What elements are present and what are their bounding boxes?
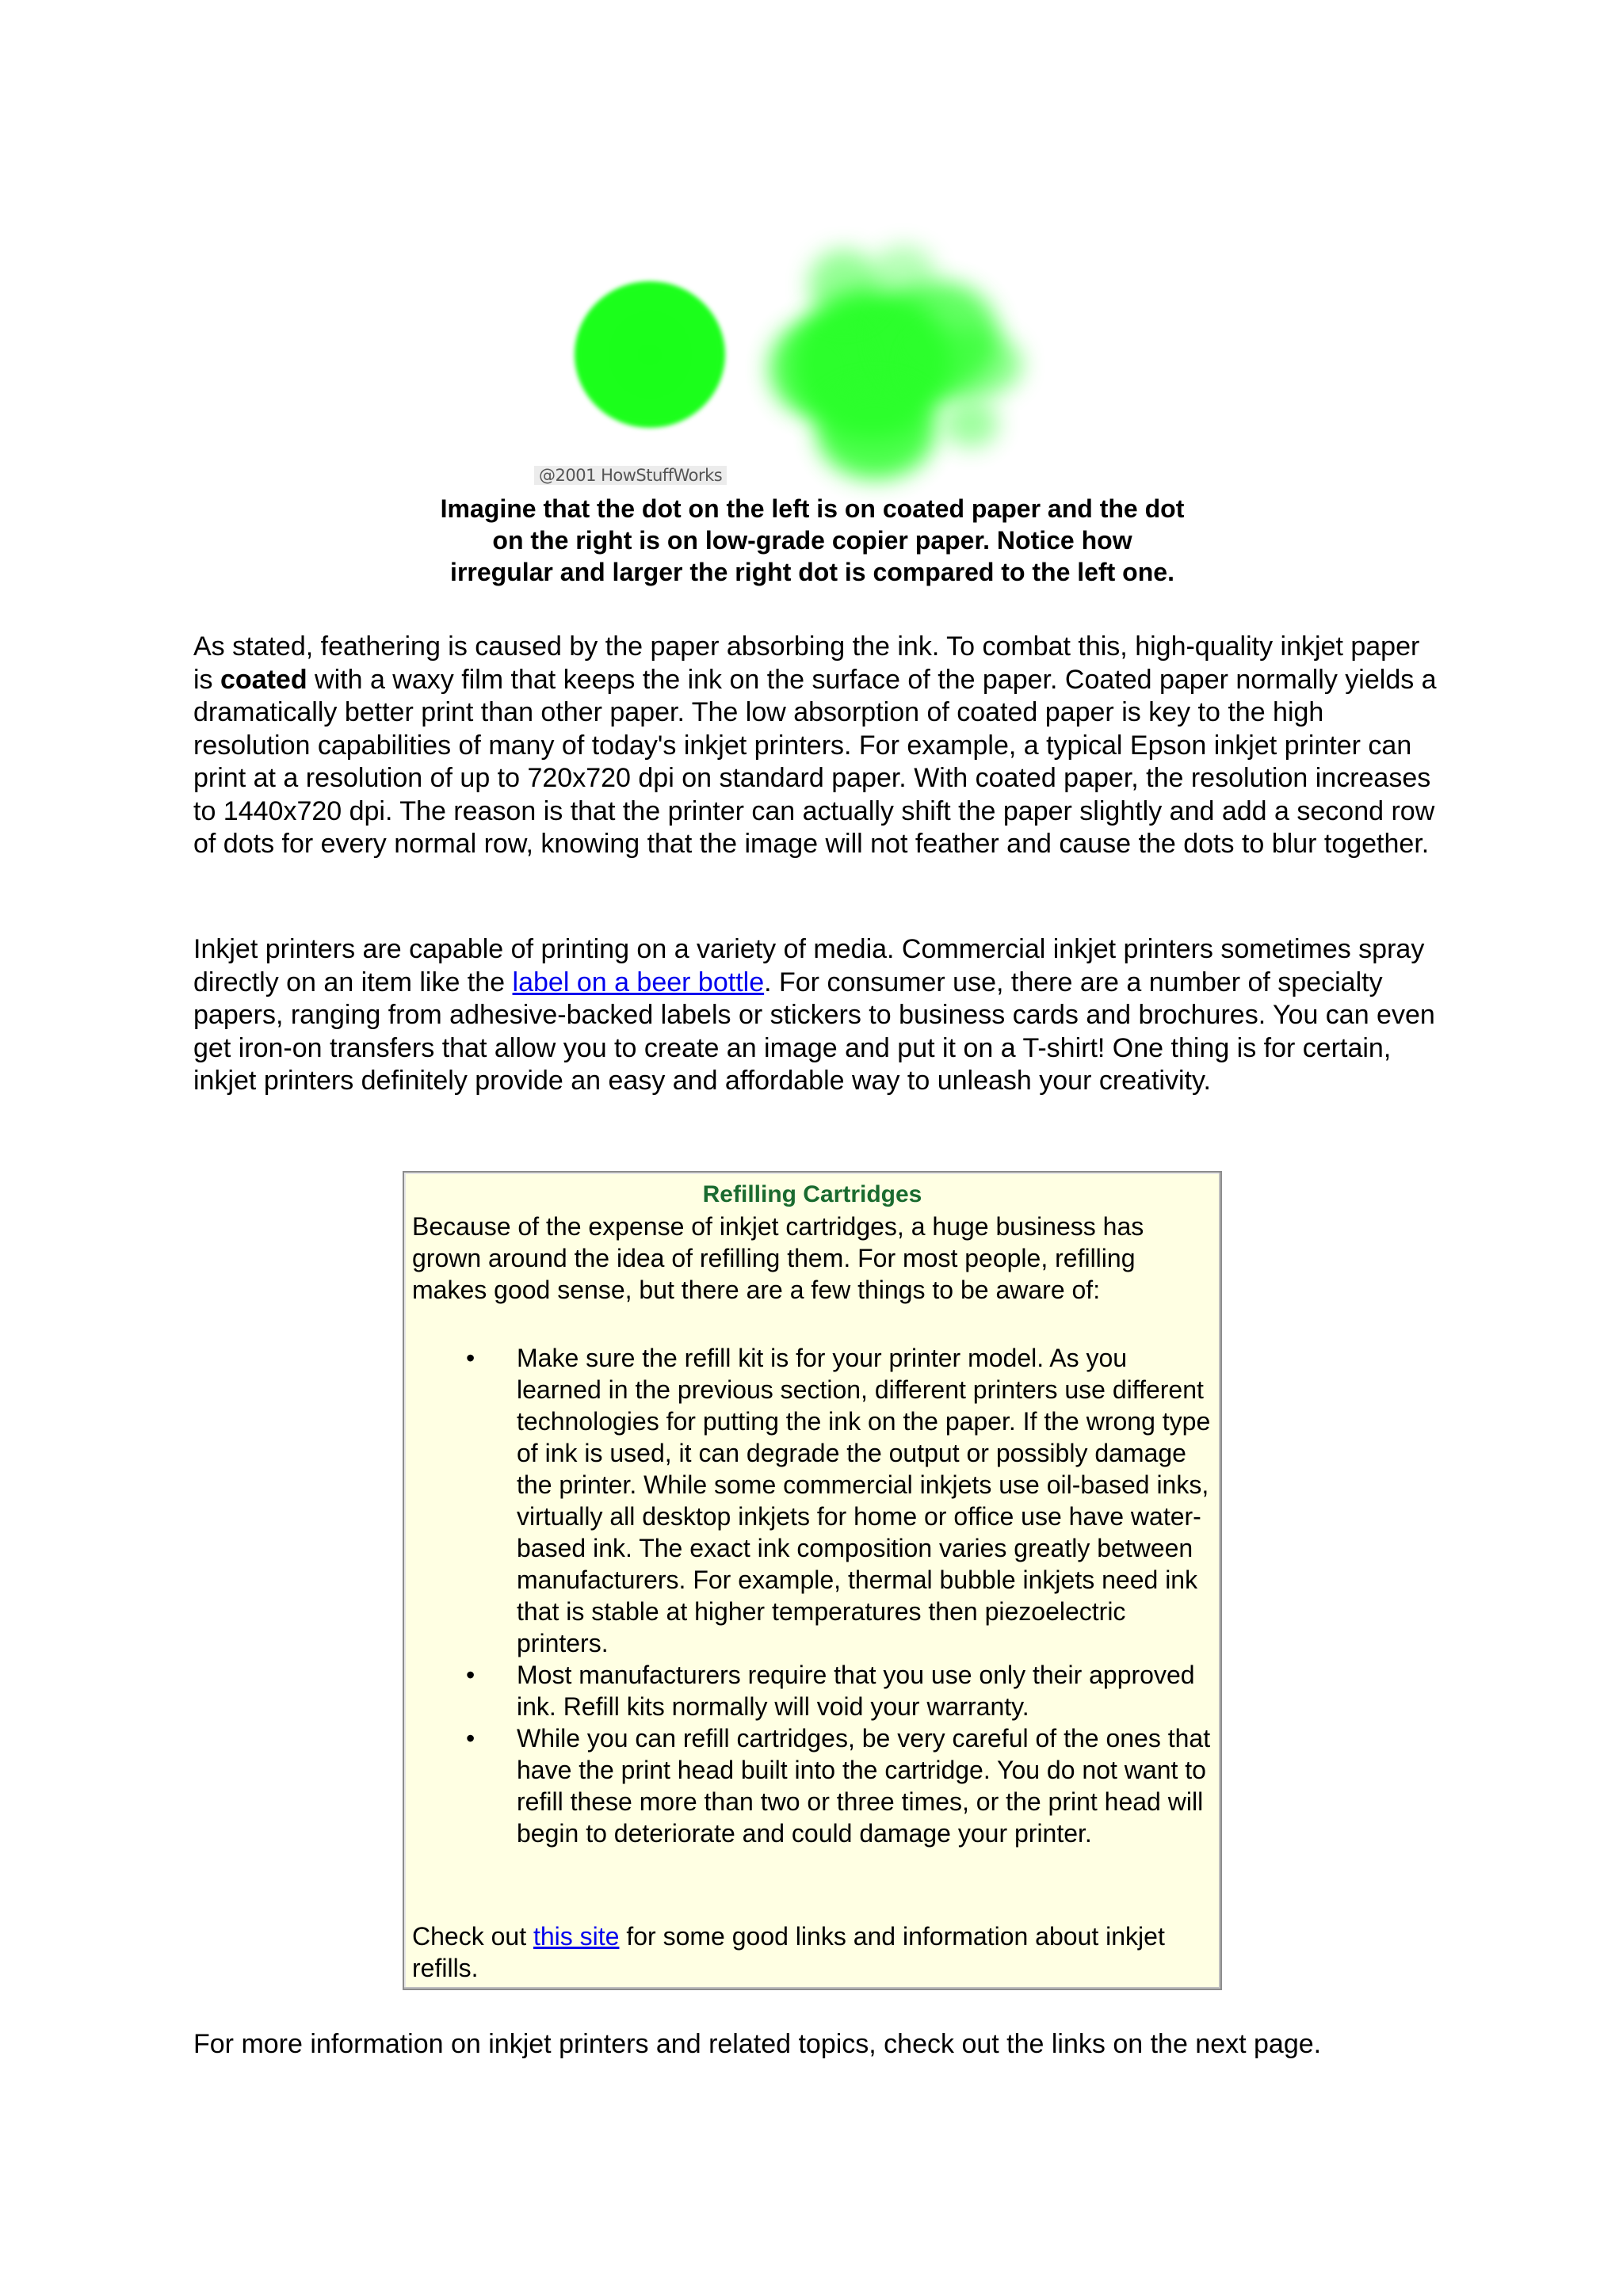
sidebar-intro: Because of the expense of inkjet cartridges, a huge business has grown around the idea of refilling them. For most people, refilling makes good sense, but there are a few things to be aware of: [412, 1212, 1144, 1304]
figure-caption [238, 493, 1387, 588]
caption-line: irregular and larger the right dot is compared to the left one. [450, 558, 1174, 586]
paragraph-text: . For consumer use, there are a number of specialty papers, ranging from adhesive-backed labels or stickers to business cards and brochures. You can even get iron-on transfers that allow you to create an image and put it on a T-shirt! One thing is for certain, inkjet printers definitely provide an easy and affordable way to unleash your creativity. [193, 967, 1435, 1096]
list-item [412, 1722, 1212, 1849]
bold-term-coated: coated [220, 664, 307, 695]
paragraph-text: with a waxy film that keeps the ink on the surface of the paper. Coated paper normally yields a dramatically better print than other paper. The low absorption of coated paper is key to the high resolution capabilities of many of today's inkjet printers. For example, a typical Epson inkjet printer can print at a resolution of up to 720x720 dpi on standard paper. With coated paper, the resolution increases to 1440x720 dpi. The reason is that the printer can actually shift the paper slightly and add a second row of dots for every normal row, knowing that the image will not feather and cause the dots to blur together. [193, 664, 1437, 859]
sidebar-outro-text: Check out [412, 1922, 533, 1951]
copyright-label: @2001 HowStuffWorks [534, 466, 727, 485]
list-item-text: Make sure the refill kit is for your printer model. As you learned in the previous section, different printers use different technologies for putting the ink on the paper. If the wrong type of ink is used, it can degrade the output or possibly damage the printer. While some commercial inkjets use oil-based inks, virtually all desktop inkjets for home or office use have water-based ink. The exact ink composition varies greatly between manufacturers. For example, thermal bubble inkjets need ink that is stable at higher temperatures then piezoelectric printers. [517, 1344, 1211, 1657]
beer-bottle-label-link[interactable]: label on a beer bottle [512, 967, 765, 997]
list-item [412, 1659, 1212, 1722]
list-item-text: While you can refill cartridges, be very careful of the ones that have the print head built into the cartridge. You do not want to refill these more than two or three times, or the print head will begin to deteriorate and could damage your printer. [517, 1724, 1211, 1848]
refill-info-link[interactable]: this site [533, 1922, 620, 1951]
paragraph-text: Inkjet printers are capable of printing on a variety of media. Commercial inkjet printers sometimes spray directly on an item like the [193, 934, 1425, 997]
closing-paragraph: For more information on inkjet printers and related topics, check out the links on the next page. [193, 2029, 1322, 2059]
refill-tips-list [412, 1342, 1212, 1849]
list-item-text: Most manufacturers require that you use only their approved ink. Refill kits normally will void your warranty. [517, 1661, 1195, 1721]
list-item [412, 1342, 1212, 1659]
copier-paper-dot [761, 234, 1030, 487]
sidebar-title: Refilling Cartridges [702, 1181, 922, 1207]
sidebar-outro-text: for some good links and information about inkjet refills. [412, 1922, 1165, 1982]
coated-paper-dot [575, 281, 725, 428]
refilling-cartridges-sidebar [403, 1171, 1222, 1990]
sidebar-outro [412, 1920, 1212, 1984]
bullet-icon: • [466, 1724, 475, 1753]
paragraph-coated-paper [193, 631, 1445, 861]
bullet-icon: • [466, 1344, 475, 1372]
ink-dot-figure [523, 214, 1078, 491]
paragraph-text: As stated, feathering is caused by the paper absorbing the ink. To combat this, high-quality inkjet paper is [193, 631, 1420, 695]
caption-line: on the right is on low-grade copier paper. Notice how [492, 526, 1132, 555]
bullet-icon: • [466, 1661, 475, 1689]
paragraph-media [193, 933, 1445, 1098]
caption-line: Imagine that the dot on the left is on coated paper and the dot [440, 494, 1185, 523]
